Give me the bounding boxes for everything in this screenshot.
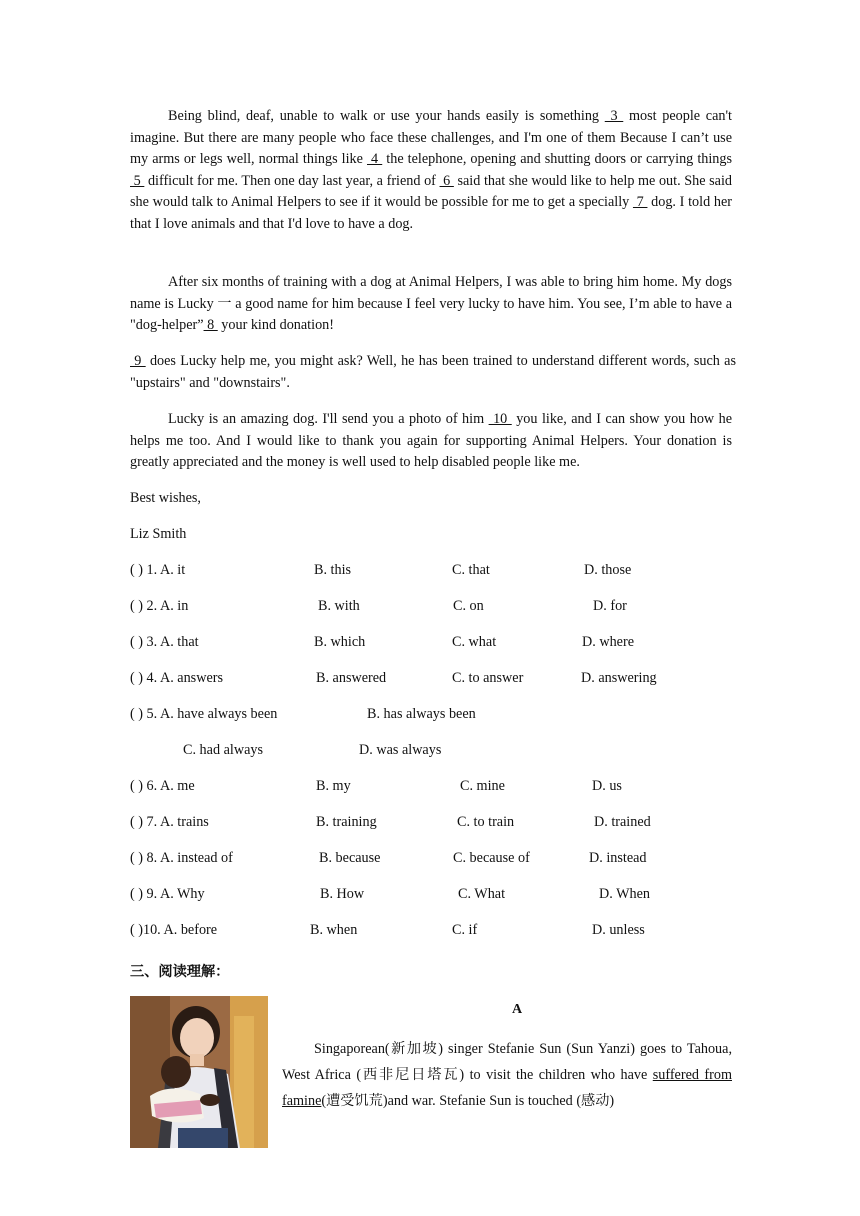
option-a: ( ) 5. A. have always been <box>130 706 278 722</box>
option-d: D. instead <box>589 850 647 866</box>
blank-5: 5 <box>130 172 145 189</box>
option-b: B. answered <box>316 670 387 686</box>
option-c: C. if <box>452 922 478 938</box>
blank-4: 4 <box>367 151 383 168</box>
option-a: ( ) 3. A. that <box>130 634 199 650</box>
text: (遭受饥荒)and war. Stefanie Sun is touched (感动) <box>321 1093 615 1109</box>
option-a: ( ) 9. A. Why <box>130 886 205 902</box>
text: the telephone, opening and shutting doors or carrying things <box>382 151 733 168</box>
option-b: B. when <box>310 922 358 938</box>
option-a: ( )10. A. before <box>130 922 218 938</box>
option-c: C. to answer <box>452 670 524 686</box>
reading-a-paragraph <box>282 1036 732 1114</box>
option-b: B. this <box>314 562 352 578</box>
photo-singer-with-child <box>130 996 268 1148</box>
blank-9: 9 <box>130 353 146 369</box>
option-c: C. What <box>458 886 506 902</box>
option-d: D. unless <box>592 922 645 938</box>
option-b: B. training <box>316 814 377 830</box>
option-c: C. what <box>452 634 497 650</box>
text: most people can't imagine. But there are many people who face these challenges, and I'm one of them Because I can’t use my arms or legs well, normal things like <box>130 108 732 168</box>
passage-paragraph-2 <box>130 272 732 337</box>
option-c: C. to train <box>457 814 515 830</box>
option-b: B. has always been <box>367 706 476 722</box>
text: dog. I told her that I love animals and that I'd love to have a dog. <box>130 194 732 232</box>
passage-paragraph-3 <box>130 351 736 394</box>
text: said that she would like to help me out. She said she would talk to Animal Helpers to see if it would be possible for me to get a specially <box>130 172 733 211</box>
passage-paragraph-4 <box>130 409 732 474</box>
text: does Lucky help me, you might ask? Well, he has been trained to understand different words, such as "upstairs" and "downstairs". <box>130 353 736 391</box>
underlined-phrase: suffered from famine <box>282 1067 732 1109</box>
option-b: B. with <box>318 598 360 614</box>
text: Lucky is an amazing dog. I'll send you a photo of him <box>168 411 489 427</box>
photo-illustration <box>130 996 268 1148</box>
option-a: ( ) 1. A. it <box>130 562 186 578</box>
option-d: D. for <box>593 598 627 614</box>
signature: Liz Smith <box>130 526 187 542</box>
blank-7: 7 <box>632 194 648 211</box>
option-a: ( ) 7. A. trains <box>130 814 209 830</box>
blank-8: 8 <box>203 317 218 334</box>
section-title-reading: 三、阅读理解： <box>130 964 230 980</box>
option-c: C. mine <box>460 778 505 794</box>
option-c: C. on <box>453 598 484 614</box>
option-b: B. my <box>316 778 351 794</box>
blank-3: 3 <box>604 108 624 124</box>
option-b: B. because <box>319 850 381 866</box>
text: you like, and I can show you how he helps me too. And I would like to thank you again for supporting Animal Helpers. Your donation is greatly appreciated and the money is well used to help disabled people like me. <box>130 411 733 471</box>
option-d: D. where <box>582 634 634 650</box>
text: difficult for me. Then one day last year, a friend of <box>144 172 440 189</box>
option-d: D. those <box>584 562 632 578</box>
option-c: C. had always <box>183 742 263 758</box>
text: Being blind, deaf, unable to walk or use your hands easily is something <box>168 108 605 124</box>
option-a: ( ) 4. A. answers <box>130 670 223 686</box>
text: your kind donation! <box>217 317 334 334</box>
text: After six months of training with a dog at Animal Helpers, I was able to bring him home. My dogs name is Lucky 一 a good name for him because I feel very lucky to have him. You see, I’m able to have a "dog-helper” <box>130 274 732 334</box>
option-b: B. which <box>314 634 366 650</box>
option-d: D. us <box>592 778 622 794</box>
option-b: B. How <box>320 886 365 902</box>
closing: Best wishes, <box>130 490 201 506</box>
option-a: ( ) 8. A. instead of <box>130 850 233 866</box>
passage-paragraph-1 <box>130 106 732 236</box>
blank-6: 6 <box>439 172 454 189</box>
option-d: D. trained <box>594 814 651 830</box>
reading-a-title: A <box>512 1002 523 1017</box>
option-a: ( ) 6. A. me <box>130 778 195 794</box>
blank-10: 10 <box>488 411 512 427</box>
option-d: D. When <box>599 886 650 902</box>
text: Singaporean(新加坡) singer Stefanie Sun (Sun Yanzi) goes to Tahoua, West Africa (西非尼日塔瓦) to visit the children who have <box>282 1041 732 1083</box>
option-c: C. because of <box>453 850 530 866</box>
option-d: D. was always <box>359 742 442 758</box>
option-a: ( ) 2. A. in <box>130 598 189 614</box>
option-c: C. that <box>452 562 490 578</box>
option-d: D. answering <box>581 670 657 686</box>
